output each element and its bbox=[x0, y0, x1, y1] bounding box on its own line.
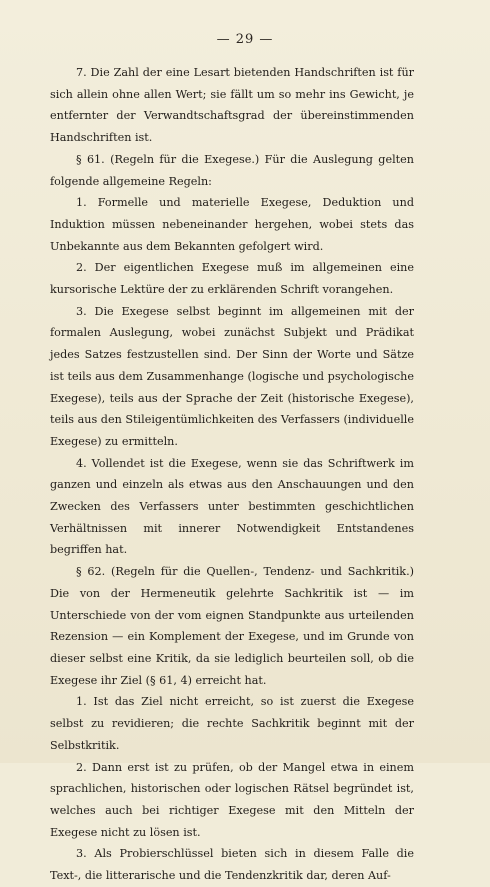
paragraph-criticism-1: 1. Ist das Ziel nicht erreicht, so ist zuerst die Exegese selbst zu revidieren; die rechte Sachkritik beginnt mit der Selbstkritik. bbox=[50, 695, 414, 752]
section-61-heading: § 61. (Regeln für die Exegese.) Für die Auslegung gelten folgende allgemeine Regeln: bbox=[50, 152, 414, 188]
paragraph-criticism-3: 3. Als Probierschlüssel bieten sich in diesem Falle die Text-, die litterarische und die Tendenzkritik dar, deren Auf- bbox=[50, 847, 414, 883]
paragraph-exegesis-4: 4. Vollendet ist die Exegese, wenn sie das Schriftwerk im ganzen und einzeln als etwas aus den Anschauungen und den Zwecken des Verfassers unter bestimmten geschichtlichen Verhältnissen mit innerer Notwendigkeit Entstandenes begriffen hat. bbox=[50, 456, 414, 557]
paragraph-rule-7: 7. Die Zahl der eine Lesart bietenden Handschriften ist für sich allein ohne allen Wert; sie fällt um so mehr ins Gewicht, je entfernter der Verwandtschaftsgrad der übereinstimmenden Handschriften ist. bbox=[50, 66, 414, 145]
paragraph-exegesis-2: 2. Der eigentlichen Exegese muß im allgemeinen eine kursorische Lektüre der zu erklärenden Schrift vorangehen. bbox=[50, 261, 414, 297]
paragraph-criticism-2: 2. Dann erst ist zu prüfen, ob der Mangel etwa in einem sprachlichen, historischen oder logischen Rätsel begründet ist, welches auch bei richtiger Exegese mit den Mitteln der Exegese nicht zu lösen ist. bbox=[50, 760, 414, 839]
paragraph-exegesis-3: 3. Die Exegese selbst beginnt im allgemeinen mit der formalen Auslegung, wobei zunächst Subjekt und Prädikat jedes Satzes festzustellen sind. Der Sinn der Worte und Sätze ist teils aus dem Zusammenhange (logische und psychologische Exegese), teils aus der Sprache der Zeit (historische Exegese), teils aus den Stileigentümlichkeiten des Verfassers (individuelle Exegese) zu ermitteln. bbox=[50, 304, 414, 448]
body-text bbox=[50, 62, 414, 887]
page-number: — 29 — bbox=[216, 32, 274, 47]
section-62-paragraph: § 62. (Regeln für die Quellen-, Tendenz- und Sachkritik.) Die von der Hermeneutik gelehrte Sachkritik ist — im Unterschiede von der vom eignen Standpunkte aus urteilenden Rezension — ein Komplement der Exegese, und im Grunde von dieser selbst eine Kritik, da sie lediglich beurteilen soll, ob die Exegese ihr Ziel (§ 61, 4) erreicht hat. bbox=[50, 565, 414, 687]
paragraph-exegesis-1: 1. Formelle und materielle Exegese, Deduktion und Induktion müssen nebeneinander hergehen, wobei stets das Unbekannte aus dem Bekannten gefolgert wird. bbox=[50, 196, 414, 253]
